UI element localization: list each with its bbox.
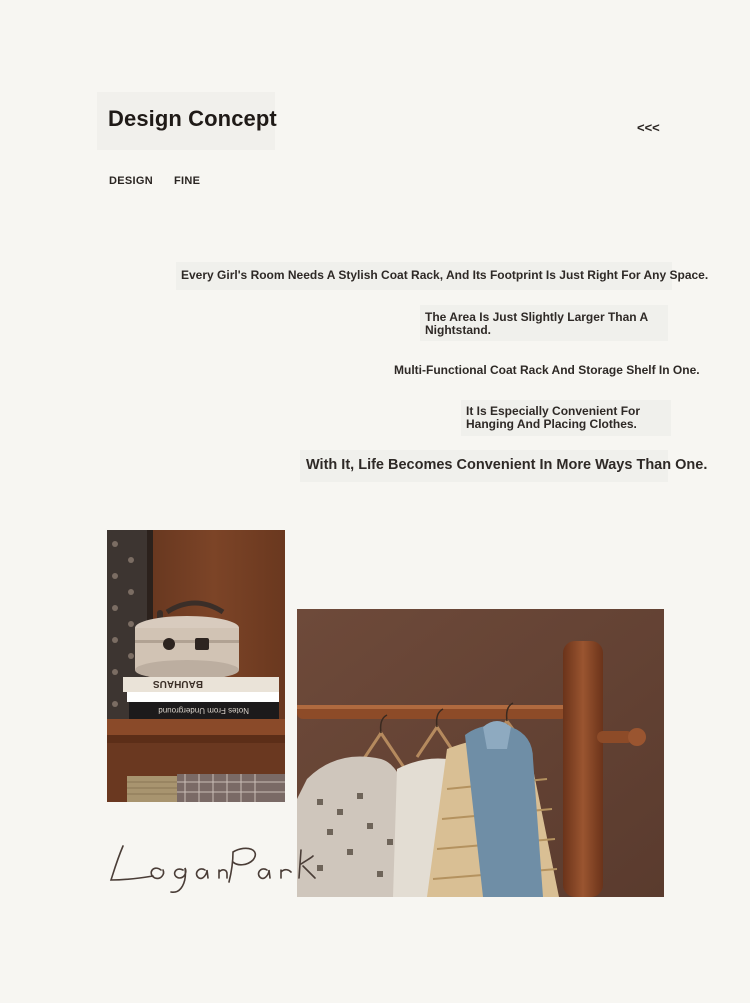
- tag-fine: FINE: [174, 175, 201, 187]
- copy-line-convenient-1: It Is Especially Convenient For: [466, 404, 641, 418]
- shelf-photo: [107, 530, 285, 802]
- tag-design: DESIGN: [109, 175, 153, 187]
- page-title: Design Concept: [108, 106, 277, 131]
- back-arrows-link[interactable]: <<<: [637, 120, 660, 135]
- copy-line-area-2: Nightstand.: [425, 323, 491, 337]
- book-spine-bauhaus: BAUHAUS: [153, 678, 203, 689]
- shelf-photo-illustration: [107, 530, 285, 802]
- copy-line-area-1: The Area Is Just Slightly Larger Than A: [425, 310, 649, 324]
- copy-line-convenient-2: Hanging And Placing Clothes.: [466, 417, 637, 431]
- copy-line-convenient: [466, 405, 640, 431]
- signature-logan-park: [105, 830, 355, 900]
- book-spine-notes: Notes From Underground: [158, 706, 249, 715]
- copy-line-footprint: Every Girl's Room Needs A Stylish Coat Rack, And Its Footprint Is Just Right For Any Space.: [181, 268, 709, 282]
- copy-line-life: With It, Life Becomes Convenient In More Ways Than One.: [306, 457, 708, 473]
- copy-line-multifunction: Multi-Functional Coat Rack And Storage Shelf In One.: [394, 363, 700, 377]
- copy-line-area: [425, 311, 648, 337]
